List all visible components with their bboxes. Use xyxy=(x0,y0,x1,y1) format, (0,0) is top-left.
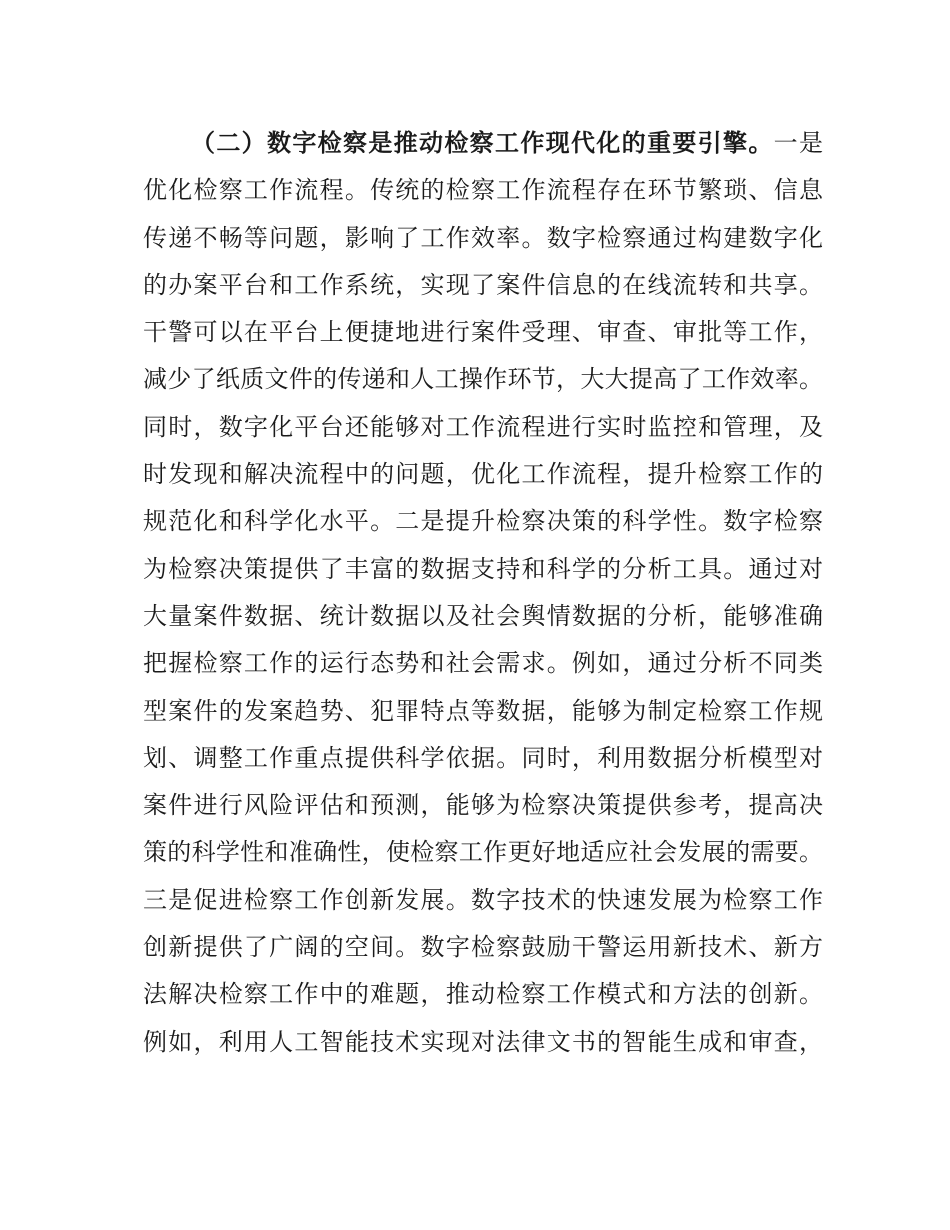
paragraph-first-line xyxy=(143,120,823,167)
text-line: 型案件的发案趋势、犯罪特点等数据，能够为制定检察工作规 xyxy=(143,696,823,725)
text-line: 策的科学性和准确性，使检察工作更好地适应社会发展的需要。 xyxy=(143,838,823,867)
text-line: 的办案平台和工作系统，实现了案件信息的在线流转和共享。 xyxy=(143,270,823,299)
text-line: 为检察决策提供了丰富的数据支持和科学的分析工具。通过对 xyxy=(143,554,823,583)
text-line: 案件进行风险评估和预测，能够为检察决策提供参考，提高决 xyxy=(143,791,823,820)
text-line: 时发现和解决流程中的问题，优化工作流程，提升检察工作的 xyxy=(143,460,823,489)
text-line: 干警可以在平台上便捷地进行案件受理、审查、审批等工作， xyxy=(143,318,823,347)
text-line: 规范化和科学化水平。二是提升检察决策的科学性。数字检察 xyxy=(143,507,823,536)
text-line: 法解决检察工作中的难题，推动检察工作模式和方法的创新。 xyxy=(143,980,823,1009)
text-line: 传递不畅等问题，影响了工作效率。数字检察通过构建数字化 xyxy=(143,223,823,252)
body-text xyxy=(143,120,823,1066)
text-line: 把握检察工作的运行态势和社会需求。例如，通过分析不同类 xyxy=(143,649,823,678)
section-heading: （二）数字检察是推动检察工作现代化的重要引擎。 xyxy=(191,129,774,157)
text-line: 划、调整工作重点提供科学依据。同时，利用数据分析模型对 xyxy=(143,743,823,772)
text-line: 例如，利用人工智能技术实现对法律文书的智能生成和审查， xyxy=(143,1027,823,1056)
text-line: 三是促进检察工作创新发展。数字技术的快速发展为检察工作 xyxy=(143,885,823,914)
text-line: 优化检察工作流程。传统的检察工作流程存在环节繁琐、信息 xyxy=(143,176,823,205)
first-line-rest: 一是 xyxy=(773,129,824,157)
text-line: 大量案件数据、统计数据以及社会舆情数据的分析，能够准确 xyxy=(143,601,823,630)
text-line: 创新提供了广阔的空间。数字检察鼓励干警运用新技术、新方 xyxy=(143,933,823,962)
text-line: 同时，数字化平台还能够对工作流程进行实时监控和管理，及 xyxy=(143,412,823,441)
text-line: 减少了纸质文件的传递和人工操作环节，大大提高了工作效率。 xyxy=(143,365,823,394)
